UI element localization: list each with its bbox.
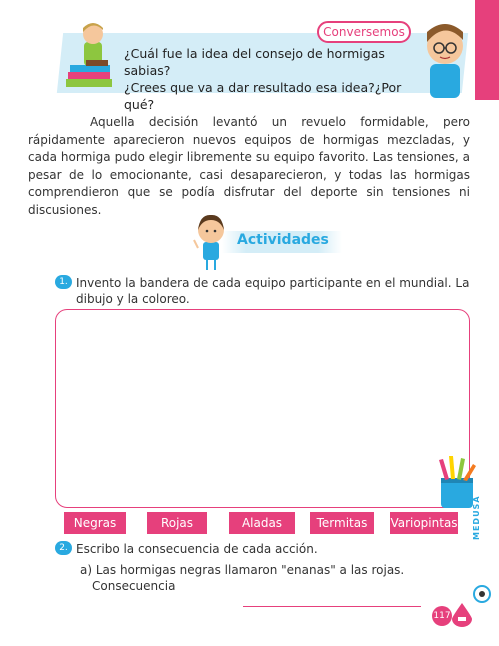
team-tag-negras: Negras xyxy=(64,512,126,534)
drawing-area[interactable] xyxy=(55,309,470,508)
question-2: ¿Crees que va a dar resultado esa idea?¿Por qué? xyxy=(124,80,402,112)
item-1-text: Invento la bandera de cada equipo participante en el mundial. La dibujo y la coloreo. xyxy=(76,276,470,306)
page-number: 117 xyxy=(432,606,452,626)
drop-icon xyxy=(452,603,472,627)
team-tag-variopintas: Variopintas xyxy=(390,512,458,534)
bubble-label: Conversemos xyxy=(323,25,405,39)
boy-with-glasses-illustration xyxy=(414,16,474,98)
item-1-number: 1. xyxy=(55,275,72,289)
medusa-logo-icon xyxy=(472,584,492,604)
team-tag-rojas: Rojas xyxy=(147,512,207,534)
item-2-number: 2. xyxy=(55,541,72,555)
team-tag-aladas: Aladas xyxy=(229,512,295,534)
boy-reading-illustration xyxy=(64,20,124,92)
side-tab xyxy=(475,0,499,100)
footer-line xyxy=(243,606,421,607)
conversemos-bubble xyxy=(317,21,411,43)
item-2a-text: a) Las hormigas negras llamaron "enanas" a las rojas. xyxy=(80,563,405,577)
question-1: ¿Cuál fue la idea del consejo de hormigas sabias? xyxy=(124,46,385,78)
item-2-text: Escribo la consecuencia de cada acción. xyxy=(76,542,318,556)
team-tag-termitas: Termitas xyxy=(310,512,374,534)
story-paragraph: Aquella decisión levantó un revuelo formidable, pero rápidamente aparecieron nuevos equipos de hormigas mezcladas, y cada hormiga pudo elegir libremente su equipo favorito. Las tensiones, a pesar de lo emocionante, casi desaparecieron, y todas las hormigas comprendieron que se podía disfrutar del deporte sin tensiones ni discusiones. xyxy=(28,115,470,217)
girl-illustration xyxy=(186,210,236,272)
conversation-questions xyxy=(124,45,424,113)
medusa-brand: MEDUSA xyxy=(472,495,481,540)
activities-title: Actividades xyxy=(237,232,329,248)
consequence-label: Consecuencia xyxy=(92,579,176,593)
